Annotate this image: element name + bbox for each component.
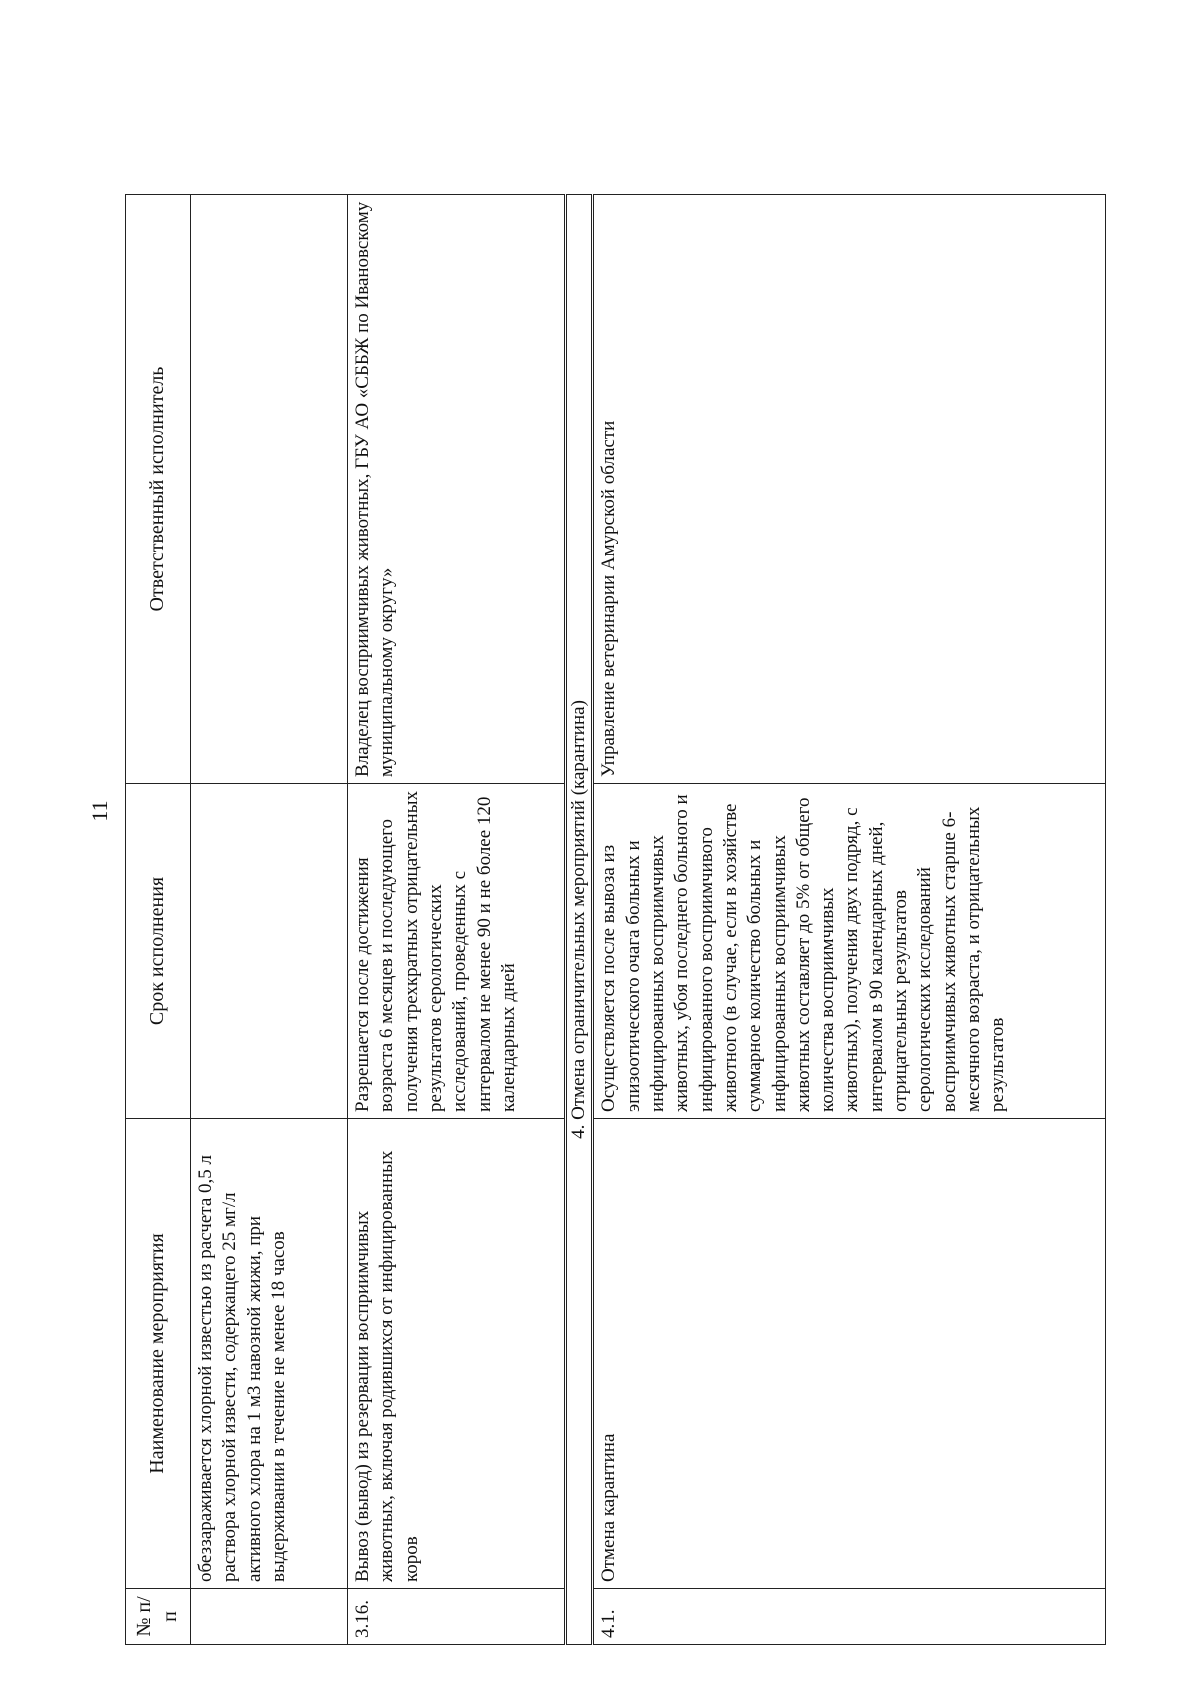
- cell-name: Отмена карантина: [593, 1119, 1106, 1589]
- cell-num: 3.16.: [348, 1589, 566, 1645]
- document-sheet: [125, 195, 1105, 1645]
- header-name: Наименование мероприятия: [126, 1119, 191, 1589]
- section-header-row: [566, 195, 593, 1645]
- cell-deadline: [191, 784, 348, 1119]
- table-row: [348, 195, 566, 1645]
- cell-name: Вывоз (вывод) из резервации восприимчивых животных, включая родившихся от инфицированных коров: [348, 1119, 566, 1589]
- page-number: 11: [87, 800, 112, 822]
- table-header-row: [126, 195, 191, 1645]
- cell-deadline: Осуществляется после вывоза из эпизоотического очага больных и инфицированных восприимчивых животных, убоя последнего больного и инфицированного восприимчивого животного (в случае, если в хозяйстве суммарное количество больных и инфицированных восприимчивых животных составляет до 5% от общего количества восприимчивых животных), получения двух подряд, с интервалом в 90 календарных дней, отрицательных результатов серологических исследований восприимчивых животных старше 6-месячного возраста, и отрицательных результатов: [593, 784, 1106, 1119]
- cell-num: 4.1.: [593, 1589, 1106, 1645]
- cell-deadline: Разрешается после достижения возраста 6 месяцев и последующего получения трехкратных отрицательных результатов серологических исследований, проведенных с интервалом не менее 90 и не более 120 календарных дней: [348, 784, 566, 1119]
- header-responsible: Ответственный исполнитель: [126, 195, 191, 784]
- table-row: [593, 195, 1106, 1645]
- cell-responsible: [191, 195, 348, 784]
- table-row: [191, 195, 348, 1645]
- cell-num: [191, 1589, 348, 1645]
- cell-responsible: Владелец восприимчивых животных, ГБУ АО «СББЖ по Ивановскому муниципальному округу»: [348, 195, 566, 784]
- section-title: 4. Отмена ограничительных мероприятий (карантина): [566, 195, 593, 1645]
- measures-table: [125, 194, 1106, 1645]
- cell-responsible: Управление ветеринарии Амурской области: [593, 195, 1106, 784]
- header-deadline: Срок исполнения: [126, 784, 191, 1119]
- cell-name: обеззараживается хлорной известью из расчета 0,5 л раствора хлорной извести, содержащего 25 мг/л активного хлора на 1 м3 навозной жижи, при выдерживании в течение не менее 18 часов: [191, 1119, 348, 1589]
- header-num: № п/п: [126, 1589, 191, 1645]
